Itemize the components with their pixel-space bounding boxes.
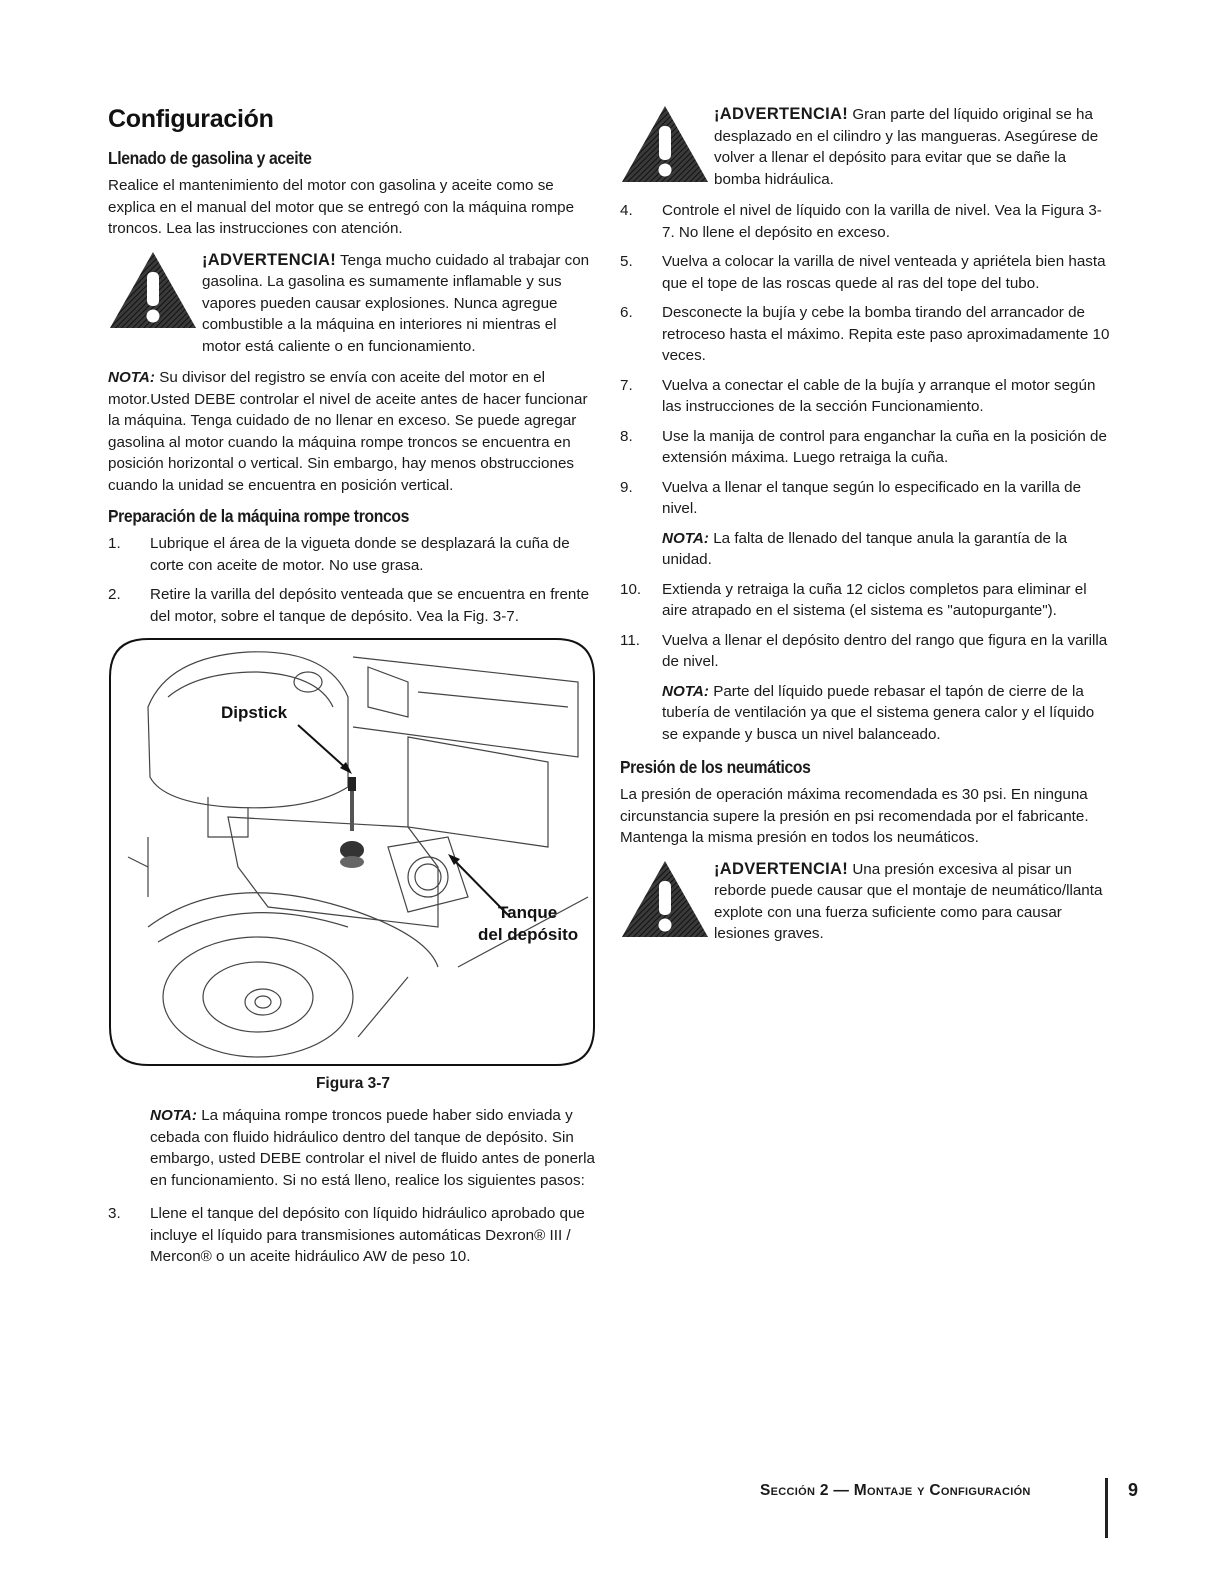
page-footer bbox=[760, 1478, 1160, 1538]
nota-fluid bbox=[150, 1105, 598, 1191]
figure-label-tank-line2: del depósito bbox=[478, 925, 579, 944]
warning-icon bbox=[620, 859, 710, 939]
item-number: 2. bbox=[108, 586, 121, 603]
item-text: Vuelva a conectar el cable de la bujía y arranque el motor según las instrucciones de la sección Funcionamiento. bbox=[662, 376, 1096, 415]
item-number: 4. bbox=[620, 202, 633, 219]
section-heading-prep: Preparación de la máquina rompe troncos bbox=[108, 506, 410, 526]
item-text: Vuelva a llenar el depósito dentro del rango que figura en la varilla de nivel. bbox=[662, 631, 1108, 670]
item-text: Vuelva a llenar el tanque según lo especificado en la varilla de nivel. bbox=[662, 478, 1082, 517]
item-text: Retire la varilla del depósito venteada que se encuentra en frente del motor, sobre el tanque de depósito. Vea la Fig. 3-7. bbox=[150, 586, 590, 625]
item-number: 3. bbox=[108, 1205, 121, 1222]
nota-overflow bbox=[662, 681, 1112, 746]
intro-paragraph: Realice el mantenimiento del motor con gasolina y aceite como se explica en el manual del motor que se entregó con la máquina rompe troncos. Lea las instrucciones con atención. bbox=[108, 177, 575, 237]
item-text: Extienda y retraiga la cuña 12 ciclos completos para eliminar el aire atrapado en el sistema (el sistema es "autopurgante"). bbox=[662, 580, 1087, 619]
list-item bbox=[620, 630, 1112, 673]
nota-text: La máquina rompe troncos puede haber sido enviada y cebada con fluido hidráulico dentro del tanque de depósito. Sin embargo, usted DEBE controlar el nivel de fluido antes de ponerla en funcionamiento. Si no está lleno, realice los siguientes pasos: bbox=[150, 1107, 595, 1189]
warning-fluid bbox=[620, 104, 1112, 190]
list-item bbox=[108, 533, 598, 576]
item-number: 1. bbox=[108, 535, 121, 552]
list-item bbox=[620, 477, 1112, 520]
warning-icon bbox=[620, 104, 710, 184]
list-item bbox=[620, 251, 1112, 294]
item-text: Use la manija de control para enganchar la cuña en la posición de extensión máxima. Luego retraiga la cuña. bbox=[662, 427, 1107, 466]
item-text: Controle el nivel de líquido con la varilla de nivel. Vea la Figura 3-7. No llene el depósito en exceso. bbox=[662, 202, 1102, 241]
figure-3-7 bbox=[108, 637, 596, 1067]
list-item bbox=[620, 579, 1112, 622]
list-item bbox=[620, 200, 1112, 243]
figure-caption: Figura 3-7 bbox=[315, 1075, 391, 1092]
warning-text: Gran parte del líquido original se ha desplazado en el cilindro y las mangueras. Asegúrese de volver a llenar el depósito para evitar que se dañe la bomba hidráulica. bbox=[714, 106, 1099, 188]
item-text: Lubrique el área de la vigueta donde se desplazará la cuña de corte con aceite de motor. No use grasa. bbox=[150, 535, 570, 574]
section-heading-fuel-oil: Llenado de gasolina y aceite bbox=[108, 148, 312, 168]
nota-warranty bbox=[662, 528, 1112, 571]
nota-label: NOTA: bbox=[662, 529, 709, 547]
item-number: 11. bbox=[620, 631, 640, 649]
list-item bbox=[108, 584, 598, 627]
nota-label: NOTA: bbox=[108, 369, 155, 386]
warning-icon bbox=[108, 250, 198, 330]
footer-divider bbox=[1105, 1478, 1108, 1538]
warning-title: ¡ADVERTENCIA! bbox=[202, 250, 337, 269]
nota-label: NOTA: bbox=[662, 682, 709, 700]
item-text: Vuelva a colocar la varilla de nivel venteada y apriétela bien hasta que el tope de las roscas quede al ras del tope del tubo. bbox=[662, 253, 1106, 292]
machine-illustration bbox=[108, 637, 596, 1067]
footer-section-title: Sección 2 — Montaje y Configuración bbox=[760, 1482, 1031, 1499]
warning-title: ¡ADVERTENCIA! bbox=[714, 105, 849, 123]
item-text: Llene el tanque del depósito con líquido hidráulico aprobado que incluye el líquido para transmisiones automáticas Dexron® III / Mercon® o un aceite hidráulico AW de peso 10. bbox=[150, 1205, 585, 1265]
item-number: 8. bbox=[620, 427, 633, 445]
right-column bbox=[620, 100, 1112, 955]
warning-text: Una presión excesiva al pisar un reborde puede causar que el montaje de neumático/llanta explote con una fuerza suficiente como para causar lesiones graves. bbox=[714, 860, 1103, 942]
item-number: 6. bbox=[620, 304, 633, 321]
dipstick-drawing bbox=[340, 777, 364, 868]
nota-text: La falta de llenado del tanque anula la garantía de la unidad. bbox=[662, 529, 1068, 568]
item-text: Desconecte la bujía y cebe la bomba tirando del arrancador de retroceso hasta el máximo. Repita este paso aproximadamente 10 veces. bbox=[662, 304, 1110, 364]
list-item bbox=[620, 302, 1112, 367]
nota-text: Parte del líquido puede rebasar el tapón de cierre de la tubería de ventilación ya que el sistema genera calor y el líquido se expande y busca un nivel balanceado. bbox=[662, 682, 1095, 743]
tire-pressure-text: La presión de operación máxima recomendada es 30 psi. En ninguna circunstancia supere la presión en psi recomendada por el fabricante. Mantenga la misma presión en todos los neumáticos. bbox=[620, 786, 1089, 846]
left-column bbox=[108, 100, 598, 1276]
warning-tires bbox=[620, 859, 1112, 945]
item-number: 5. bbox=[620, 253, 633, 270]
warning-title: ¡ADVERTENCIA! bbox=[714, 859, 849, 878]
list-item bbox=[620, 375, 1112, 418]
page-number: 9 bbox=[1128, 1480, 1139, 1500]
item-number: 7. bbox=[620, 376, 633, 394]
item-number: 10. bbox=[620, 580, 642, 598]
figure-label-tank-line1: Tanque bbox=[498, 903, 558, 922]
page-title: Configuración bbox=[108, 105, 274, 133]
nota-text: Su divisor del registro se envía con aceite del motor en el motor.Usted DEBE controlar el nivel de aceite antes de hacer funcionar la máquina. Tenga cuidado de no llenar en exceso. Se puede agregar gasolina al motor cuando la máquina rompe troncos se encuentra en posición horizontal o vertical. Sin embargo, hay menos obstrucciones cuando la unidad se encuentra en posición vertical. bbox=[108, 369, 588, 494]
nota-label: NOTA: bbox=[150, 1107, 197, 1124]
item-number: 9. bbox=[620, 478, 633, 496]
warning-gasoline bbox=[108, 250, 598, 358]
warning-text: Tenga mucho cuidado al trabajar con gasolina. La gasolina es sumamente inflamable y sus vapores pueden causar explosiones. Nunca agregue combustible a la máquina en interiores ni mientras el motor está caliente o en funcionamiento. bbox=[202, 251, 590, 355]
figure-label-dipstick: Dipstick bbox=[221, 703, 288, 722]
list-item bbox=[620, 426, 1112, 469]
section-heading-tires: Presión de los neumáticos bbox=[620, 757, 811, 777]
list-item bbox=[108, 1203, 598, 1268]
nota-oil bbox=[108, 367, 598, 496]
